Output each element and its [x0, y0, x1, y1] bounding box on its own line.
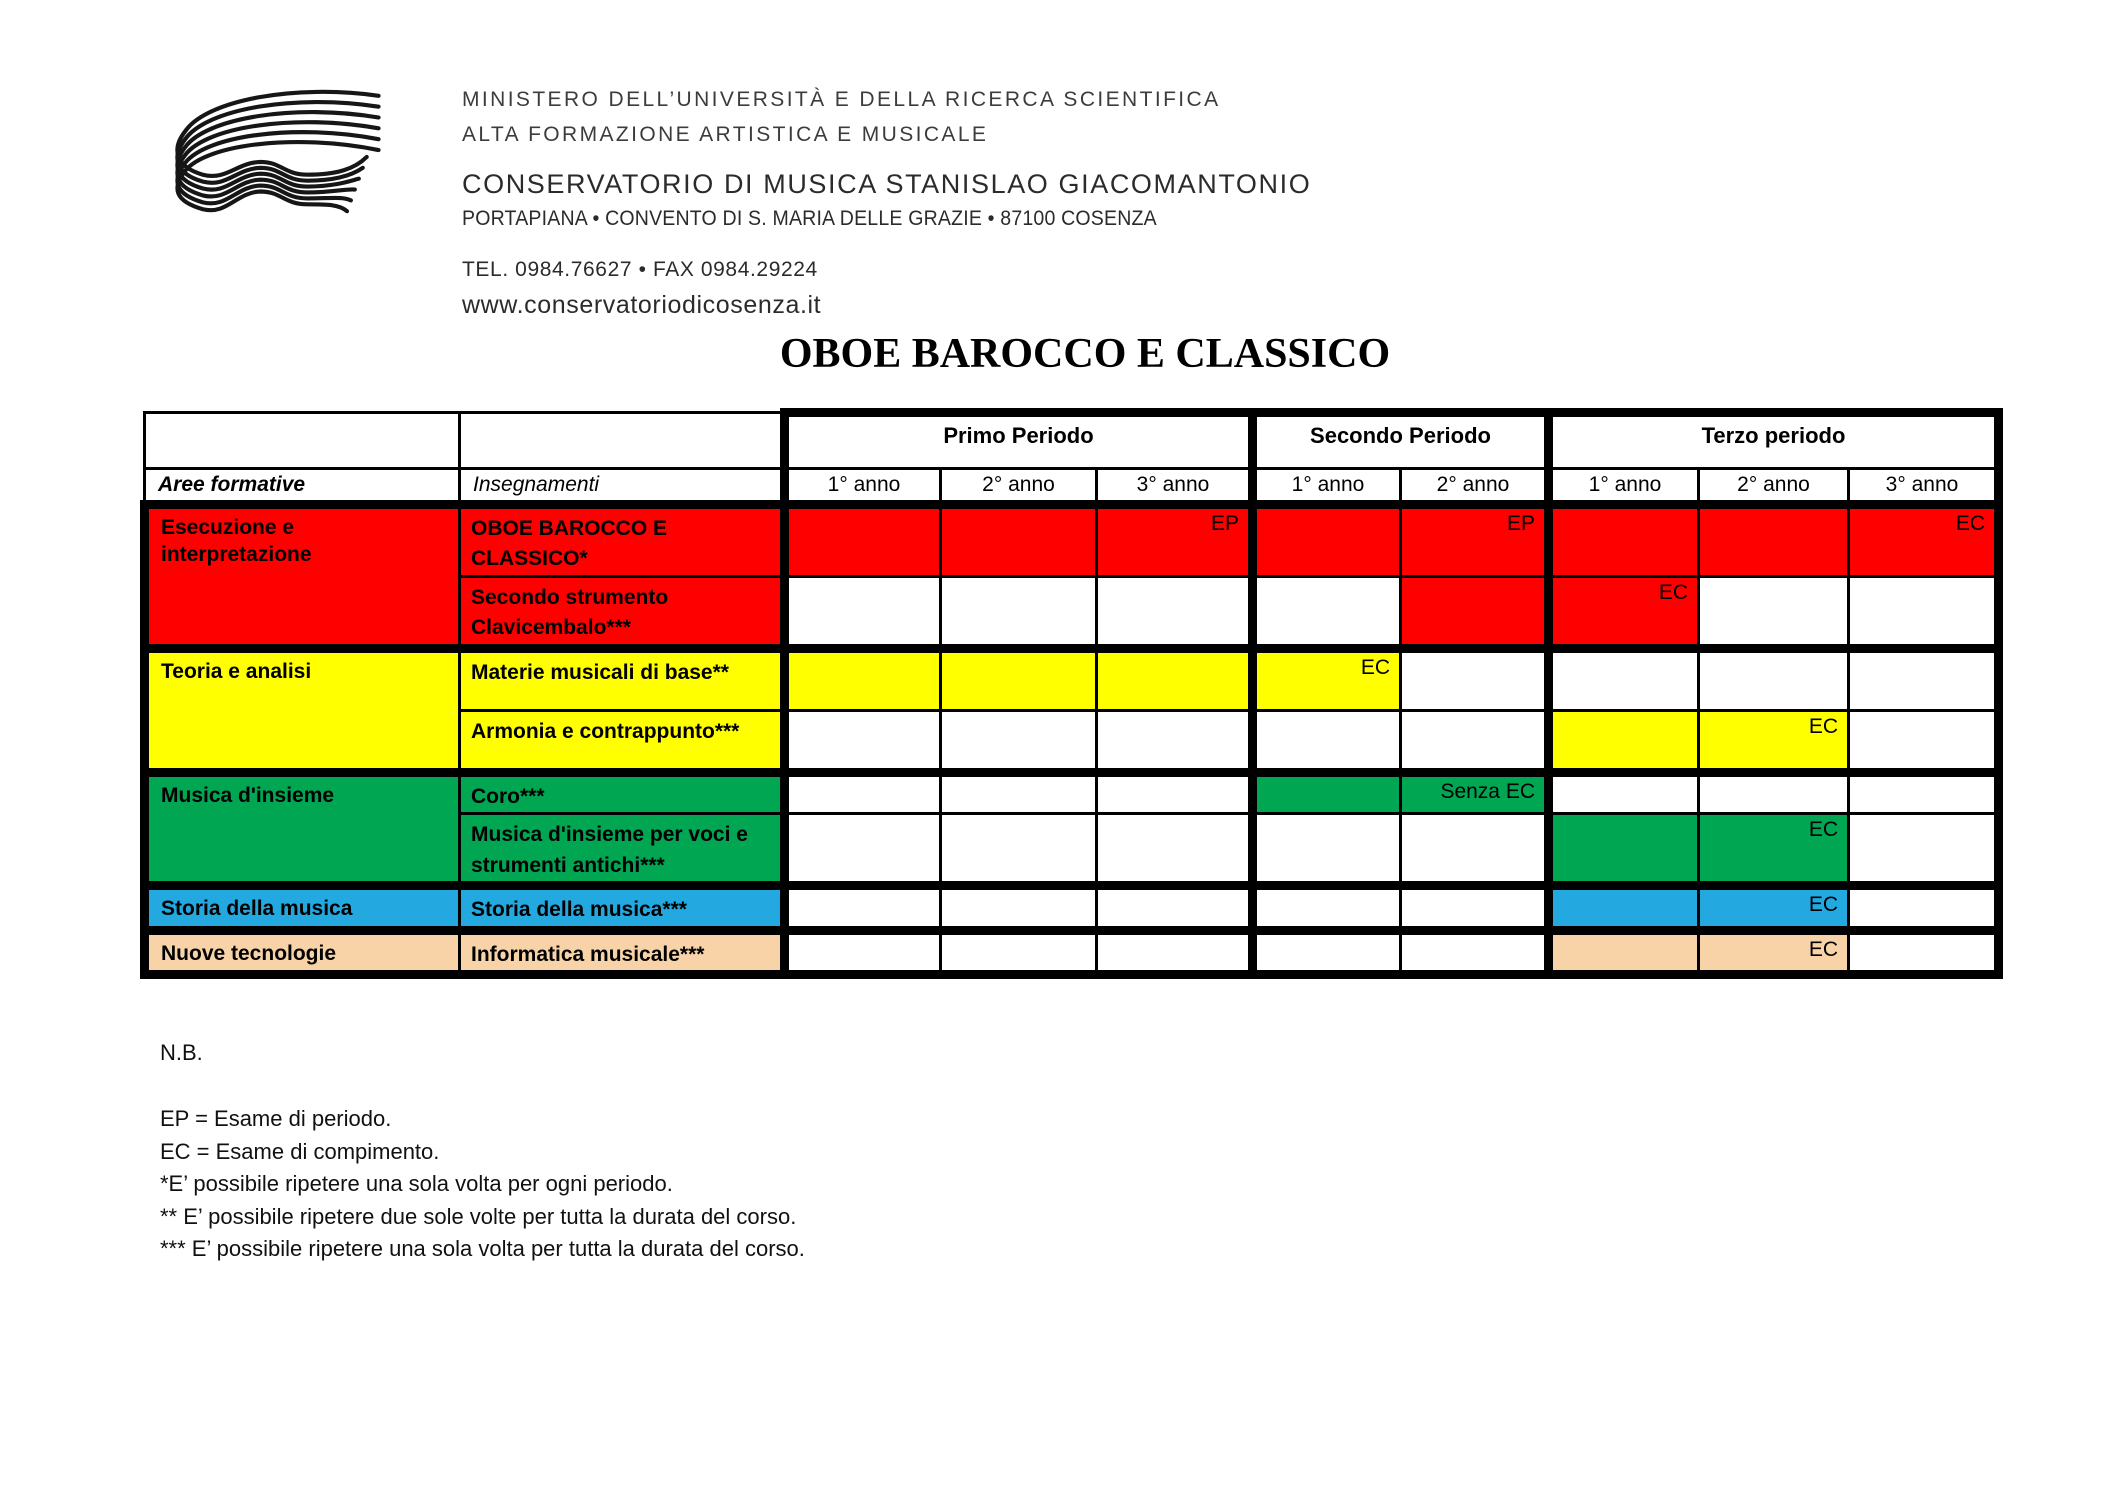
year-header-row [145, 469, 1999, 505]
grid-cell [1097, 576, 1253, 648]
website-url: www.conservatoriodicosenza.it [462, 291, 822, 319]
grid-cell: EC [1699, 930, 1849, 974]
grid-cell [941, 930, 1097, 974]
subject-cell: Informatica musicale*** [460, 930, 785, 974]
grid-cell [1549, 814, 1699, 886]
grid-cell [785, 772, 941, 813]
grid-cell: Senza EC [1401, 772, 1549, 813]
grid-cell [1549, 930, 1699, 974]
letterhead [462, 88, 1311, 320]
year-header: 1° anno [785, 469, 941, 505]
grid-cell [1401, 886, 1549, 930]
grid-cell [1849, 886, 1999, 930]
grid-cell [1699, 772, 1849, 813]
col-header-aree-formative: Aree formative [145, 469, 460, 505]
note-line: ** E’ possibile ripetere due sole volte per tutta la durata del corso. [160, 1203, 797, 1229]
grid-cell [941, 576, 1097, 648]
grid-cell [941, 648, 1097, 710]
subject-cell: Secondo strumento Clavicembalo*** [460, 576, 785, 648]
grid-cell: EC [1253, 648, 1401, 710]
afam-line: ALTA FORMAZIONE ARTISTICA E MUSICALE [462, 123, 989, 146]
grid-cell [1699, 648, 1849, 710]
grid-cell: EP [1401, 505, 1549, 577]
grid-cell [941, 886, 1097, 930]
grid-cell [1253, 505, 1401, 577]
grid-cell [1097, 886, 1253, 930]
grid-cell [785, 648, 941, 710]
grid-cell [1097, 814, 1253, 886]
area-nuove-tecnologie: Nuove tecnologie [145, 930, 460, 974]
note-line: *E’ possibile ripetere una sola volta per ogni periodo. [160, 1171, 673, 1196]
area-esecuzione: Esecuzione e interpretazione [145, 505, 460, 649]
period-header-primo: Primo Periodo [785, 413, 1253, 469]
legend-notes [160, 1103, 805, 1266]
grid-cell [1401, 814, 1549, 886]
grid-cell [1849, 772, 1999, 813]
grid-cell [1401, 930, 1549, 974]
grid-cell [941, 814, 1097, 886]
note-line: EP = Esame di periodo. [160, 1106, 392, 1131]
corner-cell [460, 413, 785, 469]
nb-label: N.B. [160, 1040, 203, 1065]
phone-fax-line: TEL. 0984.76627 • FAX 0984.29224 [462, 258, 818, 281]
grid-cell: EC [1849, 505, 1999, 577]
grid-cell [1097, 930, 1253, 974]
grid-cell [1097, 772, 1253, 813]
period-header-secondo: Secondo Periodo [1253, 413, 1549, 469]
page-title: OBOE BAROCCO E CLASSICO [779, 331, 1391, 377]
grid-cell [1253, 814, 1401, 886]
table-row [145, 772, 1999, 813]
grid-cell [785, 930, 941, 974]
year-header: 3° anno [1849, 469, 1999, 505]
grid-cell: EC [1549, 576, 1699, 648]
grid-cell [785, 505, 941, 577]
table-row [145, 930, 1999, 974]
address-line: PORTAPIANA • CONVENTO DI S. MARIA DELLE GRAZIE • 87100 COSENZA [462, 207, 1157, 230]
grid-cell [1549, 886, 1699, 930]
curriculum-table [140, 408, 2003, 979]
grid-cell [1849, 710, 1999, 772]
area-teoria: Teoria e analisi [145, 648, 460, 772]
grid-cell [1549, 505, 1699, 577]
subject-cell: Materie musicali di base** [460, 648, 785, 710]
grid-cell [1699, 576, 1849, 648]
grid-cell [1849, 814, 1999, 886]
period-header-row [145, 413, 1999, 469]
conservatory-name: CONSERVATORIO DI MUSICA STANISLAO GIACOMANTONIO [462, 169, 1312, 199]
ministry-line: MINISTERO DELL’UNIVERSITÀ E DELLA RICERCA SCIENTIFICA [462, 88, 1221, 111]
period-header-terzo: Terzo periodo [1549, 413, 1999, 469]
subject-cell: Musica d'insieme per voci e strumenti antichi*** [460, 814, 785, 886]
subject-cell: Armonia e contrappunto*** [460, 710, 785, 772]
year-header: 1° anno [1253, 469, 1401, 505]
area-storia: Storia della musica [145, 886, 460, 930]
grid-cell [1401, 576, 1549, 648]
grid-cell [1253, 576, 1401, 648]
grid-cell [1401, 648, 1549, 710]
col-header-insegnamenti: Insegnamenti [460, 469, 785, 505]
subject-cell: Coro*** [460, 772, 785, 813]
year-header: 2° anno [1699, 469, 1849, 505]
grid-cell [1549, 772, 1699, 813]
grid-cell [785, 814, 941, 886]
grid-cell [1549, 710, 1699, 772]
grid-cell [1699, 505, 1849, 577]
grid-cell: EC [1699, 814, 1849, 886]
grid-cell [941, 505, 1097, 577]
table-row [145, 886, 1999, 930]
grid-cell [941, 772, 1097, 813]
corner-cell [145, 413, 460, 469]
grid-cell: EC [1699, 886, 1849, 930]
conservatory-logo-icon [155, 80, 387, 228]
grid-cell [1253, 772, 1401, 813]
area-musica-insieme: Musica d'insieme [145, 772, 460, 885]
grid-cell [1097, 648, 1253, 710]
grid-cell [1253, 710, 1401, 772]
grid-cell [785, 576, 941, 648]
subject-cell: Storia della musica*** [460, 886, 785, 930]
year-header: 3° anno [1097, 469, 1253, 505]
table-row [145, 505, 1999, 577]
grid-cell [1849, 576, 1999, 648]
grid-cell: EC [1699, 710, 1849, 772]
grid-cell: EP [1097, 505, 1253, 577]
year-header: 2° anno [941, 469, 1097, 505]
grid-cell [1849, 930, 1999, 974]
year-header: 1° anno [1549, 469, 1699, 505]
grid-cell [785, 886, 941, 930]
grid-cell [941, 710, 1097, 772]
table-row [145, 648, 1999, 710]
note-line: EC = Esame di compimento. [160, 1138, 440, 1164]
grid-cell [1097, 710, 1253, 772]
year-header: 2° anno [1401, 469, 1549, 505]
grid-cell [1401, 710, 1549, 772]
grid-cell [1549, 648, 1699, 710]
note-line: *** E’ possibile ripetere una sola volta per tutta la durata del corso. [160, 1236, 805, 1261]
subject-cell: OBOE BAROCCO E CLASSICO* [460, 505, 785, 577]
grid-cell [785, 710, 941, 772]
grid-cell [1849, 648, 1999, 710]
grid-cell [1253, 930, 1401, 974]
grid-cell [1253, 886, 1401, 930]
